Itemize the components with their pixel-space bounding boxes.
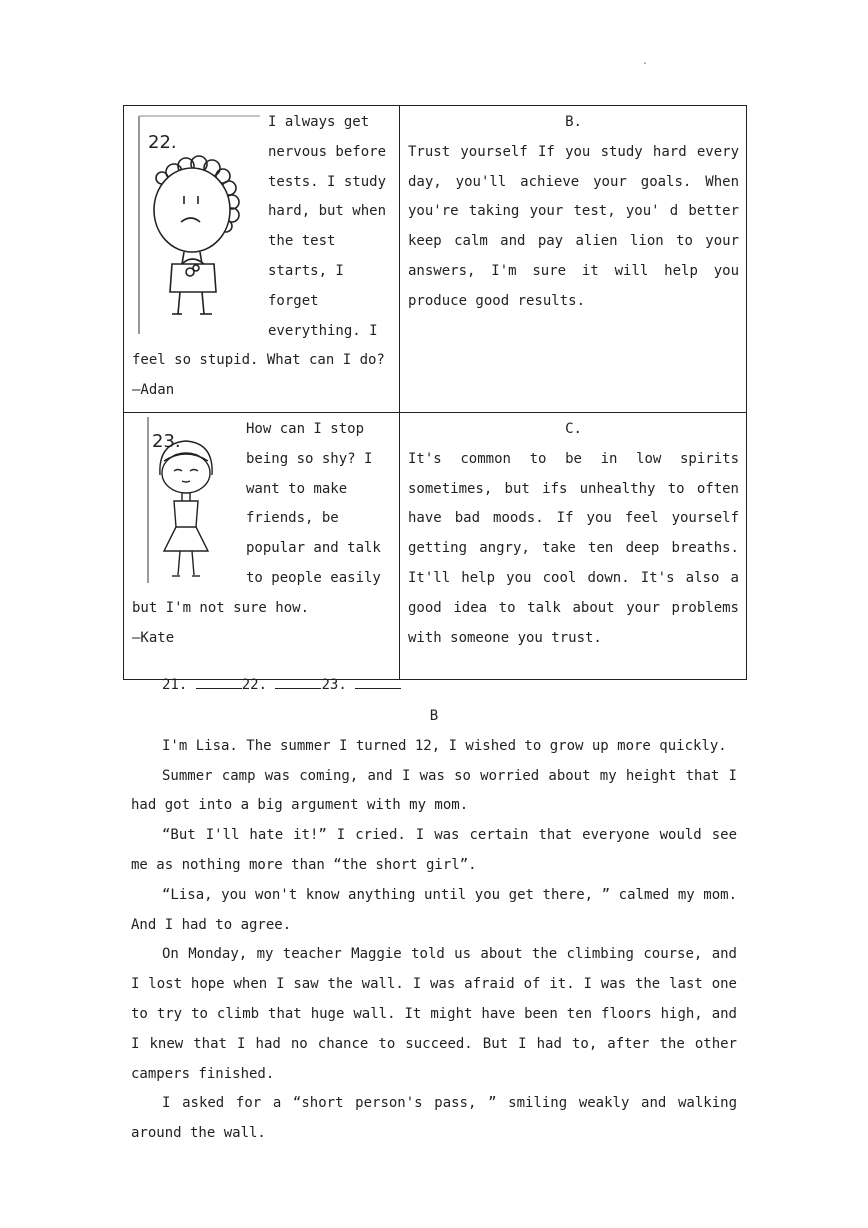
answer-blank-22[interactable] — [275, 676, 321, 689]
passage-paragraph: On Monday, my teacher Maggie told us about the climbing course, and I lost hope when I saw the wall. I was afraid of it. I was the last one to try to climb that huge wall. It might have been ten floors high, and I knew that I had no chance to succeed. But I had to, after the other campers finished. — [131, 946, 737, 1082]
answer-blank-23[interactable] — [355, 676, 401, 689]
question-number-22: 22. — [148, 132, 177, 153]
option-label-c: C. — [565, 420, 582, 437]
header-mark: . — [642, 56, 649, 67]
table-row — [124, 412, 747, 679]
passage-paragraph: “But I'll hate it!” I cried. I was certain that everyone would see me as nothing more than “the short girl”. — [131, 827, 737, 873]
letter-text-23: How can I stop being so shy? I want to make friends, be popular and talk to people easily but I'm not sure how. — [132, 420, 381, 616]
signature-adan: —Adan — [132, 382, 175, 399]
table-row — [124, 106, 747, 413]
signature-kate: —Kate — [132, 629, 175, 646]
answer-blanks — [162, 676, 401, 694]
passage-paragraph: “Lisa, you won't know anything until you get there, ” calmed my mom. And I had to agree. — [131, 886, 737, 933]
option-text-b: Trust yourself If you study hard every day, you'll achieve your goals. When you're taking your test, you' d better keep calm and pay alien lion to your answers, I'm sure it will help you produce good results. — [408, 143, 739, 309]
passage-title: B — [429, 708, 439, 724]
option-label-b: B. — [565, 114, 582, 130]
question-number-23: 23. — [152, 430, 181, 452]
letter-cell-23 — [124, 412, 400, 679]
letter-text-22: I always get nervous before tests. I study hard, but when the test starts, I forget everything. I feel so stupid. What can I do? — [132, 114, 387, 369]
answer-label-22: 22. — [241, 677, 268, 693]
option-text-c: It's common to be in low spirits sometimes, but ifs unhealthy to often have bad moods. If you feel yourself getting angry, take ten deep breaths. It'll help you cool down. It's also a good idea to talk about your problems with someone you trust. — [408, 450, 739, 646]
passage-paragraph: I'm Lisa. The summer I turned 12, I wished to grow up more quickly. — [162, 737, 727, 754]
option-cell-b — [400, 106, 747, 413]
reading-passage — [131, 702, 737, 1149]
answer-label-23: 23. — [321, 677, 347, 693]
letter-cell-22 — [124, 106, 400, 413]
passage-paragraph: Summer camp was coming, and I was so worried about my height that I had got into a big argument with my mom. — [131, 767, 737, 814]
passage-paragraph: I asked for a “short person's pass, ” smiling weakly and walking around the wall. — [131, 1095, 737, 1142]
answer-blank-21[interactable] — [196, 676, 242, 689]
option-cell-c — [400, 412, 747, 679]
nervous-boy-illustration — [136, 114, 262, 336]
answer-label-21: 21. — [162, 677, 188, 693]
letters-table — [123, 105, 747, 680]
shy-girl-illustration — [136, 417, 240, 585]
